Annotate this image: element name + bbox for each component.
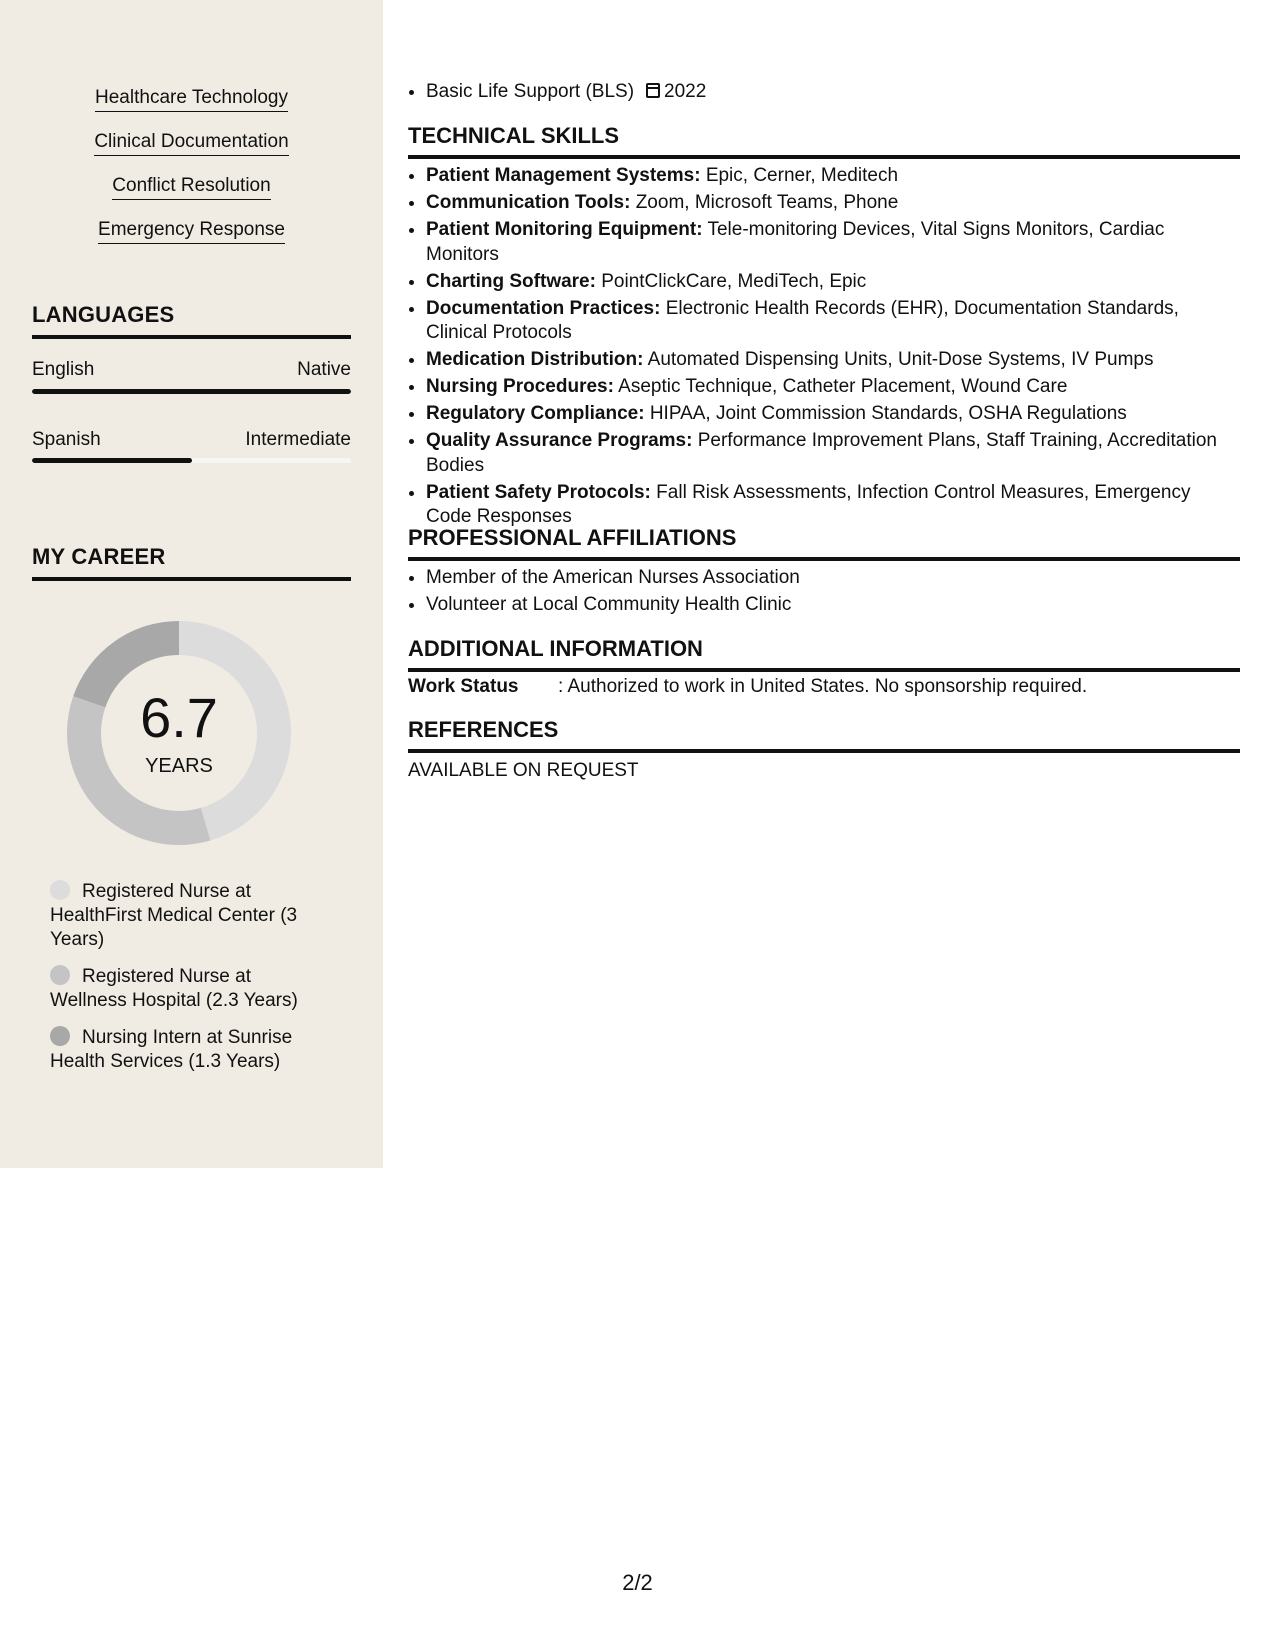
certification-item [426,80,706,105]
language-level: Native [297,359,351,380]
language-bar-fill [32,389,351,394]
language-level: Intermediate [245,429,351,450]
technical-skills-heading [408,123,1240,159]
language-bar-fill [32,458,192,463]
legend-swatch [50,1026,70,1046]
legend-swatch [50,965,70,985]
skill-tag: Clinical Documentation [94,130,288,156]
affiliations-title: PROFESSIONAL AFFILIATIONS [408,525,737,550]
list-item [426,348,1240,373]
skill-value: HIPAA, Joint Commission Standards, OSHA Regulations [649,403,1127,424]
skill-value: Tele-monitoring Devices, Vital Signs Monitors, Cardiac Monitors [426,219,1165,265]
page-number: 2/2 [622,1570,653,1595]
heading-rule [32,335,351,339]
certification-year: 2022 [664,81,707,102]
list-item: • Member of the American Nurses Association [426,566,800,591]
certification-list [408,80,706,107]
heading-rule [408,155,1240,159]
legend-item [50,1026,310,1074]
legend-label: Nursing Intern at Sunrise Health Services (1.3 Years) [50,1027,293,1072]
heading-rule [408,557,1240,561]
calendar-icon [646,83,660,98]
skill-value: Zoom, Microsoft Teams, Phone [635,192,899,213]
skill-label: Nursing Procedures: [426,376,614,397]
affiliations-list [408,566,800,620]
skills-list [32,86,351,262]
references-heading [408,717,1240,753]
skill-tag: Emergency Response [98,218,285,244]
list-item [426,164,1240,189]
skill-label: Patient Management Systems: [426,165,701,186]
technical-skills-list [408,164,1240,532]
skill-value: Epic, Cerner, Meditech [705,165,899,186]
language-name: English [32,359,95,380]
career-total-unit: YEARS [145,755,213,777]
list-item [426,270,1240,295]
heading-rule [408,668,1240,672]
skill-tag: Conflict Resolution [112,174,270,200]
list-item [426,429,1240,478]
skill-label: Patient Monitoring Equipment: [426,219,703,240]
skill-value: Fall Risk Assessments, Infection Control Measures, Emergency Code Responses [426,481,1191,527]
list-item [426,375,1240,400]
skill-value: Aseptic Technique, Catheter Placement, Wound Care [618,376,1068,397]
career-legend [50,880,310,1087]
language-bar-spanish [32,458,351,463]
skill-label: Documentation Practices: [426,297,661,319]
legend-item [50,880,310,952]
list-item [426,218,1240,267]
list-item: • Volunteer at Local Community Health Clinic [426,593,800,618]
skill-label: Quality Assurance Programs: [426,430,693,451]
languages-heading [32,302,351,339]
career-total-years: 6.7 [140,686,218,749]
skill-label: Medication Distribution: [426,349,644,370]
skill-value: Electronic Health Records (EHR), Documentation Standards, Clinical Protocols [426,297,1179,343]
legend-label: Registered Nurse at HealthFirst Medical Center (3 Years) [50,881,298,950]
career-title: MY CAREER [32,544,166,569]
skill-label: Charting Software: [426,270,596,292]
skill-label: Regulatory Compliance: [426,403,645,424]
language-name: Spanish [32,429,101,450]
sidebar [0,0,383,1168]
list-item [426,297,1240,346]
legend-item [50,965,310,1013]
skill-tag: Healthcare Technology [95,86,288,112]
heading-rule [408,749,1240,753]
additional-info-title: ADDITIONAL INFORMATION [408,636,703,661]
additional-info-heading [408,636,1240,672]
skill-value: Automated Dispensing Units, Unit-Dose Systems, IV Pumps [647,349,1154,370]
skill-label: Communication Tools: [426,192,631,213]
list-item [426,402,1240,427]
legend-label: Registered Nurse at Wellness Hospital (2.3 Years) [50,966,298,1011]
career-heading [32,544,351,581]
affiliations-heading [408,525,1240,561]
skill-value: PointClickCare, MediTech, Epic [601,270,867,292]
references-title: REFERENCES [408,717,559,742]
heading-rule [32,577,351,581]
technical-skills-title: TECHNICAL SKILLS [408,123,620,148]
list-item [426,481,1240,530]
list-item [426,191,1240,216]
work-status-label: Work Status [408,676,519,697]
work-status-value: : Authorized to work in United States. No sponsorship required. [558,676,1088,697]
skill-label: Patient Safety Protocols: [426,481,651,503]
career-donut-center [66,620,292,846]
certification-name: Basic Life Support (BLS) [426,81,635,102]
skill-value: Performance Improvement Plans, Staff Training, Accreditation Bodies [426,430,1217,476]
references-text: AVAILABLE ON REQUEST [408,760,639,781]
languages-title: LANGUAGES [32,302,175,327]
legend-swatch [50,880,70,900]
language-bar-english [32,389,351,394]
